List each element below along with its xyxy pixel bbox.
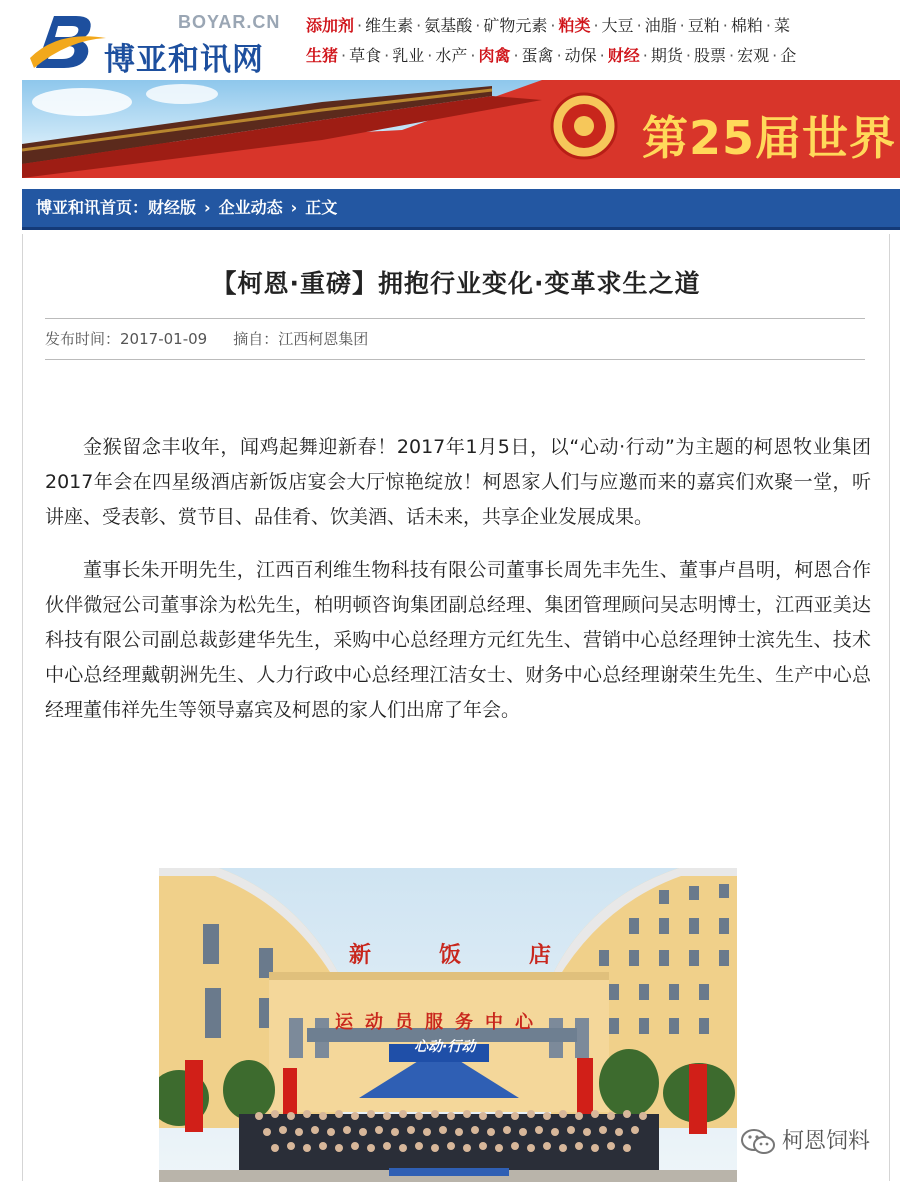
source-label: 摘自： bbox=[233, 330, 279, 348]
nav-link[interactable]: 豆粕 bbox=[687, 16, 720, 35]
nav-separator: · bbox=[556, 46, 562, 65]
breadcrumb-separator: › bbox=[204, 198, 211, 217]
nav-separator: · bbox=[341, 46, 347, 65]
nav-separator: · bbox=[642, 46, 648, 65]
nav-separator: · bbox=[475, 16, 481, 35]
article-meta bbox=[45, 318, 865, 360]
wechat-icon bbox=[740, 1128, 776, 1156]
nav-link[interactable]: 企 bbox=[780, 46, 797, 65]
nav-link[interactable]: 乳业 bbox=[392, 46, 425, 65]
nav-link[interactable]: 粕类 bbox=[558, 16, 591, 35]
nav-link[interactable]: 维生素 bbox=[365, 16, 414, 35]
breadcrumb-separator: › bbox=[290, 198, 298, 217]
nav-separator: · bbox=[722, 16, 728, 35]
article bbox=[22, 234, 890, 1181]
nav-link[interactable]: 氨基酸 bbox=[424, 16, 473, 35]
nav-separator: · bbox=[679, 16, 685, 35]
banner-ad[interactable] bbox=[22, 80, 900, 178]
nav-link[interactable]: 棉粕 bbox=[730, 16, 763, 35]
breadcrumb-finance[interactable]: 财经版 bbox=[148, 198, 197, 217]
nav-separator: · bbox=[772, 46, 778, 65]
nav-row-2 bbox=[306, 44, 900, 74]
nav-separator: · bbox=[636, 16, 642, 35]
nav-separator: · bbox=[550, 16, 556, 35]
logo-b-icon bbox=[28, 10, 108, 72]
date-label: 发布时间： bbox=[45, 330, 121, 348]
nav-separator: · bbox=[729, 46, 735, 65]
nav-link[interactable]: 蛋禽 bbox=[521, 46, 554, 65]
article-photo bbox=[159, 868, 737, 1182]
top-navigation bbox=[306, 14, 900, 74]
breadcrumb bbox=[36, 189, 337, 227]
nav-link[interactable]: 添加剂 bbox=[306, 16, 355, 35]
nav-link[interactable]: 草食 bbox=[349, 46, 382, 65]
nav-link[interactable]: 水产 bbox=[435, 46, 468, 65]
article-title: 【柯恩·重磅】拥抱行业变化·变革求生之道 bbox=[211, 269, 701, 298]
site-header bbox=[0, 0, 900, 80]
article-paragraph: 董事长朱开明先生，江西百利维生物科技有限公司董事长周先丰先生、董事卢昌明，柯恩合作伙伴微冠公司董事涂为松先生，柏明顿咨询集团副总经理、集团管理顾问吴志明博士，江西亚美达科技有限公司副总裁彭建华先生，采购中心总经理方元红先生、营销中心总经理钟士滨先生、技术中心总经理戴朝洲先生、人力行政中心总经理江洁女士、财务中心总经理谢荣生先生、生产中心总经理董伟祥先生等领导嘉宾及柯恩的家人们出席了年会。 bbox=[45, 559, 871, 721]
nav-separator: · bbox=[416, 16, 422, 35]
nav-link[interactable]: 菜 bbox=[773, 16, 790, 35]
nav-separator: · bbox=[513, 46, 519, 65]
logo-name: 博亚和讯网 bbox=[104, 42, 264, 78]
nav-link[interactable]: 矿物元素 bbox=[483, 16, 548, 35]
watermark-text: 柯恩饲料 bbox=[782, 1129, 871, 1154]
nav-link[interactable]: 大豆 bbox=[601, 16, 634, 35]
nav-link[interactable]: 肉禽 bbox=[478, 46, 511, 65]
nav-link[interactable]: 财经 bbox=[607, 46, 640, 65]
nav-separator: · bbox=[470, 46, 476, 65]
photo-event-banner: 心动·行动 bbox=[414, 1039, 476, 1055]
banner-headline: 第25届世界 bbox=[642, 111, 897, 165]
nav-separator: · bbox=[384, 46, 390, 65]
article-body bbox=[45, 430, 871, 746]
site-logo[interactable] bbox=[28, 10, 298, 78]
breadcrumb-home[interactable]: 博亚和讯首页： bbox=[36, 198, 149, 217]
breadcrumb-current: 正文 bbox=[305, 198, 338, 217]
nav-separator: · bbox=[685, 46, 691, 65]
article-paragraph: 金猴留念丰收年，闻鸡起舞迎新春！2017年1月5日，以“心动·行动”为主题的柯恩牧业集团2017年会在四星级酒店新饭店宴会大厅惊艳绽放！柯恩家人们与应邀而来的嘉宾们欢聚一堂，听讲座、受表彰、赏节目、品佳肴、饮美酒、话未来，共享企业发展成果。 bbox=[45, 436, 871, 528]
logo-domain: BOYAR.CN bbox=[178, 12, 281, 32]
breadcrumb-company-news[interactable]: 企业动态 bbox=[218, 198, 283, 217]
photo-building-sign: 运动员服务中心 bbox=[335, 1012, 545, 1033]
breadcrumb-bar bbox=[22, 189, 900, 230]
nav-separator: · bbox=[357, 16, 363, 35]
nav-separator: · bbox=[593, 16, 599, 35]
nav-link[interactable]: 宏观 bbox=[737, 46, 770, 65]
photo-rooftop-sign: 新饭店 bbox=[349, 943, 620, 968]
nav-row-1 bbox=[306, 14, 900, 44]
nav-link[interactable]: 股票 bbox=[693, 46, 726, 65]
nav-link[interactable]: 油脂 bbox=[644, 16, 677, 35]
publish-date: 2017-01-09 bbox=[120, 330, 208, 348]
nav-link[interactable]: 动保 bbox=[564, 46, 597, 65]
nav-link[interactable]: 期货 bbox=[650, 46, 683, 65]
nav-separator: · bbox=[427, 46, 433, 65]
nav-separator: · bbox=[765, 16, 771, 35]
nav-separator: · bbox=[599, 46, 605, 65]
nav-link[interactable]: 生猪 bbox=[306, 46, 339, 65]
article-source: 江西柯恩集团 bbox=[278, 330, 369, 348]
